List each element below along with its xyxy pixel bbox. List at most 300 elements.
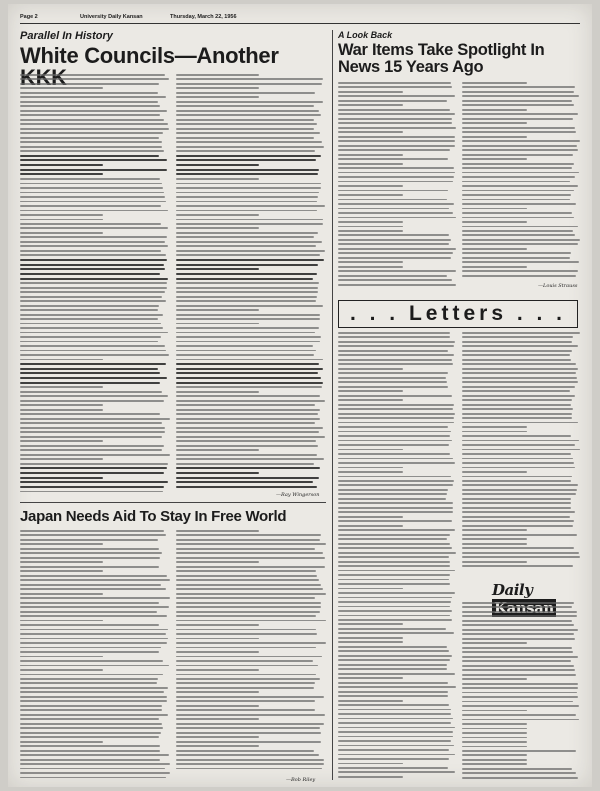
issue-date: Thursday, March 22, 1956 <box>170 14 237 20</box>
text-line <box>176 141 322 143</box>
text-line <box>176 386 322 388</box>
text-line <box>338 221 403 223</box>
text-line <box>20 736 159 738</box>
text-line <box>338 453 450 455</box>
text-line <box>462 602 574 604</box>
text-line <box>176 633 317 635</box>
text-line <box>462 345 578 347</box>
text-line <box>176 236 314 238</box>
text-line <box>20 534 166 536</box>
text-line <box>338 167 454 169</box>
text-line <box>20 259 167 261</box>
text-line <box>462 538 527 540</box>
text-line <box>462 372 576 374</box>
text-line <box>176 268 259 270</box>
text-line <box>176 552 323 554</box>
text-line <box>462 257 570 259</box>
text-line <box>338 538 447 540</box>
text-line <box>338 467 403 469</box>
text-line <box>20 101 158 103</box>
text-line <box>338 637 403 639</box>
text-line <box>462 136 527 138</box>
paper-name: University Daily Kansan <box>80 14 143 20</box>
text-line <box>462 221 527 223</box>
text-line <box>338 736 453 738</box>
text-line <box>338 561 450 563</box>
text-line <box>462 199 570 201</box>
text-line <box>462 140 580 142</box>
text-line <box>20 354 169 356</box>
text-line <box>20 615 167 617</box>
japan-headline: Japan Needs Aid To Stay In Free World <box>20 508 287 525</box>
text-line <box>338 136 455 138</box>
text-line <box>176 413 318 415</box>
text-line <box>176 615 316 617</box>
text-line <box>176 404 315 406</box>
text-line <box>176 305 323 307</box>
text-line <box>20 236 167 238</box>
text-line <box>338 659 450 661</box>
text-line <box>462 354 570 356</box>
text-line <box>462 606 572 608</box>
text-line <box>176 83 322 85</box>
text-line <box>20 250 161 252</box>
text-line <box>338 145 455 147</box>
text-line <box>462 669 575 671</box>
text-line <box>462 701 573 703</box>
text-line <box>462 692 577 694</box>
staff-box <box>462 602 580 782</box>
text-line <box>338 226 403 228</box>
text-line <box>338 570 455 572</box>
letters-column-1 <box>338 332 456 782</box>
text-line <box>20 665 169 667</box>
text-line <box>176 323 259 325</box>
text-line <box>176 611 320 613</box>
text-line <box>20 481 168 483</box>
text-line <box>176 264 318 266</box>
text-line <box>20 575 167 577</box>
text-line <box>176 759 324 761</box>
text-line <box>462 413 572 415</box>
text-line <box>176 363 319 365</box>
text-line <box>20 678 158 680</box>
text-line <box>20 377 167 379</box>
text-line <box>20 548 159 550</box>
text-line <box>462 638 575 640</box>
text-line <box>338 431 451 433</box>
text-line <box>176 382 323 384</box>
body-text <box>338 332 456 782</box>
text-line <box>176 101 323 103</box>
text-line <box>20 647 161 649</box>
text-line <box>462 665 574 667</box>
text-line <box>176 422 315 424</box>
text-line <box>338 113 455 115</box>
text-line <box>338 243 449 245</box>
text-line <box>338 722 451 724</box>
text-line <box>338 449 403 451</box>
text-line <box>462 395 575 397</box>
text-line <box>338 731 453 733</box>
text-line <box>338 270 456 272</box>
text-line <box>338 547 452 549</box>
text-line <box>20 427 165 429</box>
text-line <box>338 154 403 156</box>
text-line <box>20 741 103 743</box>
text-line <box>176 210 317 212</box>
text-line <box>462 404 571 406</box>
text-line <box>338 691 448 693</box>
text-line <box>176 332 315 334</box>
text-line <box>462 167 572 169</box>
text-line <box>462 511 575 513</box>
text-line <box>176 155 321 157</box>
text-line <box>20 291 165 293</box>
text-line <box>462 332 580 334</box>
text-line <box>20 201 166 203</box>
text-line <box>20 196 165 198</box>
text-line <box>338 632 454 634</box>
text-line <box>462 230 573 232</box>
text-line <box>338 776 403 778</box>
text-line <box>176 201 317 203</box>
text-line <box>338 208 449 210</box>
text-line <box>338 727 455 729</box>
text-line <box>20 341 158 343</box>
text-line <box>338 127 456 129</box>
text-line <box>462 426 527 428</box>
text-line <box>20 477 103 479</box>
text-line <box>338 408 453 410</box>
text-line <box>462 194 571 196</box>
text-line <box>338 543 450 545</box>
text-line <box>20 754 169 756</box>
text-line <box>338 700 403 702</box>
text-line <box>176 341 320 343</box>
left-headline: White Councils—Another <box>20 43 279 68</box>
text-line <box>20 763 170 765</box>
text-line <box>20 584 161 586</box>
text-line <box>20 363 166 365</box>
text-line <box>462 656 578 658</box>
text-line <box>20 137 159 139</box>
text-line <box>462 728 527 730</box>
text-line <box>338 529 455 531</box>
text-line <box>20 227 168 229</box>
text-line <box>176 700 315 702</box>
left-article-column-1 <box>20 74 170 494</box>
text-line <box>176 656 322 658</box>
text-line <box>462 350 572 352</box>
text-line <box>338 579 449 581</box>
text-line <box>462 261 579 263</box>
text-line <box>176 647 316 649</box>
text-line <box>176 336 321 338</box>
text-line <box>176 477 319 479</box>
right-kicker: A Look Back <box>338 30 393 40</box>
text-line <box>176 732 321 734</box>
text-line <box>462 172 579 174</box>
text-line <box>20 732 161 734</box>
text-line <box>20 114 160 116</box>
text-line <box>338 422 454 424</box>
text-line <box>176 409 320 411</box>
text-line <box>20 588 166 590</box>
text-line <box>176 768 322 770</box>
text-line <box>176 214 259 216</box>
text-line <box>20 164 103 166</box>
text-line <box>20 486 164 488</box>
text-line <box>20 110 167 112</box>
text-line <box>338 377 446 379</box>
text-line <box>176 750 314 752</box>
text-line <box>462 498 571 500</box>
text-line <box>20 309 158 311</box>
column-divider <box>332 30 333 780</box>
text-line <box>462 336 573 338</box>
text-line <box>338 758 449 760</box>
body-text <box>462 332 580 574</box>
text-line <box>20 458 103 460</box>
text-line <box>338 668 447 670</box>
text-line <box>20 552 162 554</box>
text-line <box>20 413 160 415</box>
text-line <box>338 172 455 174</box>
text-line <box>338 673 455 675</box>
text-line <box>176 548 315 550</box>
text-line <box>462 754 527 756</box>
text-line <box>338 476 451 478</box>
text-line <box>462 127 575 129</box>
text-line <box>20 155 159 157</box>
text-line <box>176 110 319 112</box>
text-line <box>20 146 162 148</box>
body-text <box>338 82 456 290</box>
text-line <box>176 575 317 577</box>
text-line <box>20 620 103 622</box>
masthead-daily: Daily <box>492 581 533 599</box>
text-line <box>462 507 571 509</box>
text-line <box>176 427 323 429</box>
text-line <box>176 78 323 80</box>
text-line <box>338 212 453 214</box>
text-line <box>462 741 527 743</box>
text-line <box>176 696 324 698</box>
text-line <box>462 696 578 698</box>
text-line <box>338 489 448 491</box>
text-line <box>462 82 527 84</box>
text-line <box>338 261 403 263</box>
japan-article-column-2 <box>176 530 326 776</box>
text-line <box>176 250 325 252</box>
right-article-column-1 <box>338 82 456 290</box>
text-line <box>176 159 316 161</box>
text-line <box>338 556 449 558</box>
text-line <box>20 287 167 289</box>
text-line <box>176 557 325 559</box>
text-line <box>462 377 577 379</box>
text-line <box>176 74 259 76</box>
text-line <box>462 705 579 707</box>
text-line <box>462 467 575 469</box>
text-line <box>176 169 319 171</box>
text-line <box>176 687 314 689</box>
text-line <box>176 741 321 743</box>
text-line <box>176 327 319 329</box>
text-line <box>338 395 452 397</box>
text-line <box>462 435 571 437</box>
text-line <box>176 245 316 247</box>
text-line <box>338 677 403 679</box>
text-line <box>462 100 572 102</box>
text-line <box>338 390 403 392</box>
text-line <box>20 345 165 347</box>
text-line <box>20 691 164 693</box>
text-line <box>20 96 166 98</box>
text-line <box>462 163 574 165</box>
text-line <box>462 118 573 120</box>
text-line <box>20 687 168 689</box>
text-line <box>338 767 448 769</box>
text-line <box>20 642 167 644</box>
text-line <box>20 409 103 411</box>
text-line <box>338 149 450 151</box>
newspaper-page <box>8 4 592 787</box>
text-line <box>338 583 450 585</box>
text-line <box>338 131 403 133</box>
text-line <box>176 570 316 572</box>
text-line <box>20 305 159 307</box>
text-line <box>338 628 446 630</box>
text-line <box>176 291 318 293</box>
text-line <box>176 593 326 595</box>
text-line <box>176 232 318 234</box>
text-line <box>20 777 166 779</box>
text-line <box>462 91 574 93</box>
text-line <box>176 223 323 225</box>
text-line <box>462 642 527 644</box>
text-line <box>176 300 316 302</box>
text-line <box>20 714 168 716</box>
text-line <box>462 149 578 151</box>
text-line <box>20 723 162 725</box>
text-line <box>462 176 575 178</box>
text-line <box>338 185 403 187</box>
text-line <box>20 128 169 130</box>
text-line <box>20 241 165 243</box>
text-line <box>462 422 578 424</box>
text-line <box>338 199 447 201</box>
text-line <box>20 268 165 270</box>
right-article-column-2 <box>462 82 580 282</box>
text-line <box>462 453 571 455</box>
text-line <box>462 203 576 205</box>
text-line <box>176 718 259 720</box>
text-line <box>20 561 103 563</box>
text-line <box>462 611 577 613</box>
body-text <box>20 74 170 494</box>
text-line <box>176 481 313 483</box>
text-line <box>20 449 162 451</box>
text-line <box>338 336 450 338</box>
text-line <box>462 181 570 183</box>
text-line <box>338 650 449 652</box>
text-line <box>20 183 162 185</box>
text-line <box>176 665 318 667</box>
text-line <box>338 140 455 142</box>
text-line <box>176 354 314 356</box>
text-line <box>462 266 527 268</box>
text-line <box>462 390 570 392</box>
text-line <box>462 633 574 635</box>
text-line <box>462 660 571 662</box>
text-line <box>20 682 157 684</box>
text-line <box>20 431 165 433</box>
text-line <box>176 691 259 693</box>
text-line <box>462 226 578 228</box>
text-line <box>176 119 314 121</box>
text-line <box>176 597 315 599</box>
text-line <box>338 695 448 697</box>
text-line <box>176 132 320 134</box>
text-line <box>176 602 321 604</box>
text-line <box>462 480 571 482</box>
text-line <box>20 327 163 329</box>
text-line <box>338 713 451 715</box>
text-line <box>176 660 313 662</box>
text-line <box>176 440 316 442</box>
text-line <box>20 660 163 662</box>
text-line <box>20 463 168 465</box>
body-text <box>176 74 326 488</box>
text-line <box>176 87 259 89</box>
text-line <box>462 239 580 241</box>
text-line <box>176 472 259 474</box>
text-line <box>176 318 320 320</box>
text-line <box>462 556 580 558</box>
text-line <box>338 194 403 196</box>
text-line <box>462 270 578 272</box>
text-line <box>338 498 446 500</box>
text-line <box>20 119 164 121</box>
text-line <box>462 122 527 124</box>
text-line <box>20 718 159 720</box>
text-line <box>338 686 456 688</box>
text-line <box>176 137 314 139</box>
text-line <box>20 359 103 361</box>
text-line <box>462 190 574 192</box>
page-number: Page 2 <box>20 14 38 20</box>
text-line <box>462 208 527 210</box>
body-text <box>462 602 580 782</box>
text-line <box>338 404 454 406</box>
text-line <box>20 700 167 702</box>
text-line <box>20 772 170 774</box>
text-line <box>338 511 453 513</box>
text-line <box>176 187 321 189</box>
text-line <box>20 570 103 572</box>
text-line <box>338 507 453 509</box>
text-line <box>338 480 454 482</box>
text-line <box>462 113 578 115</box>
text-line <box>20 187 163 189</box>
text-line <box>338 163 403 165</box>
text-line <box>462 489 577 491</box>
text-line <box>338 345 454 347</box>
text-line <box>338 749 449 751</box>
text-line <box>20 669 103 671</box>
